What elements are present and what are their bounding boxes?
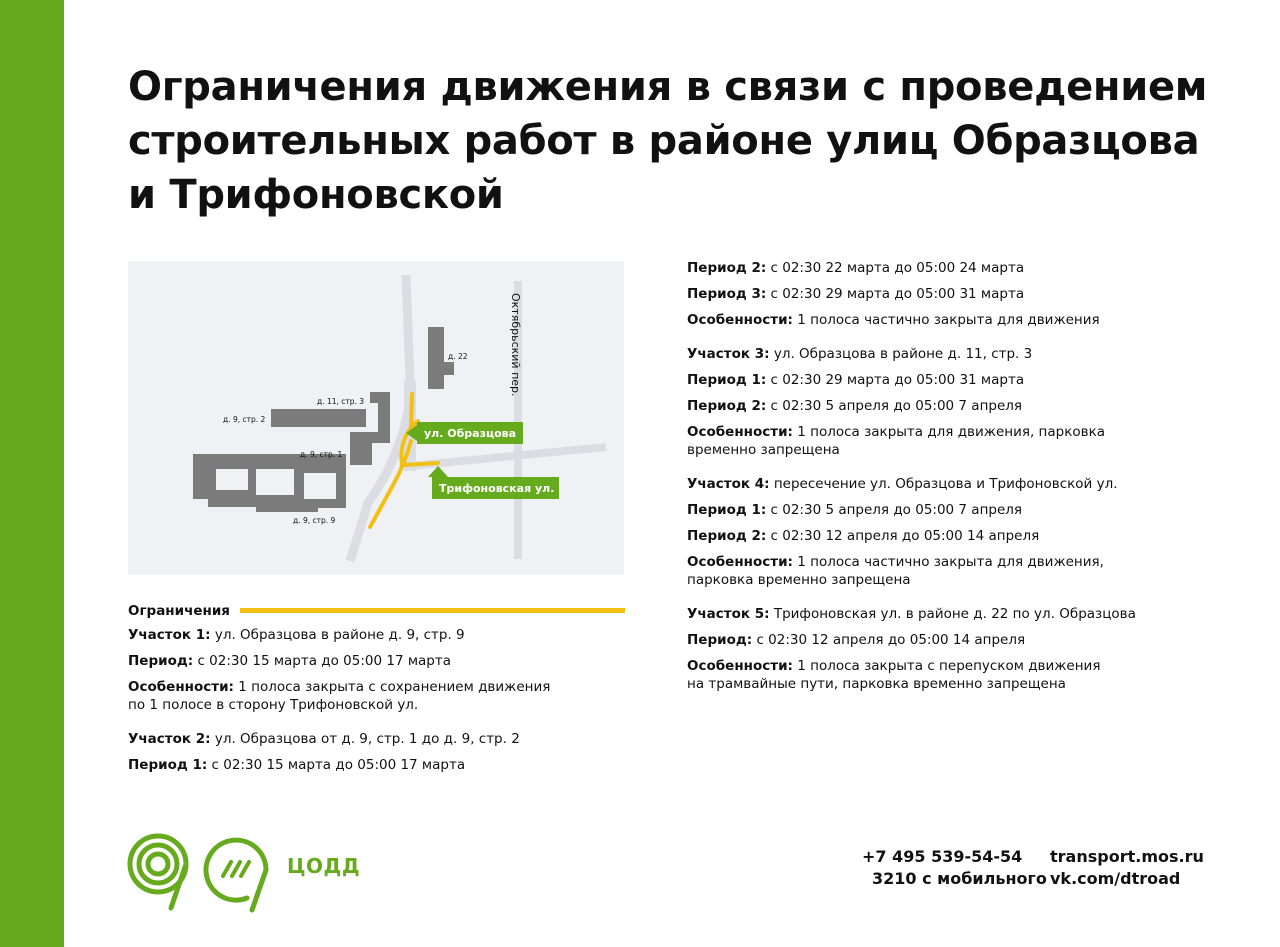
info-line: Участок 5: Трифоновская ул. в районе д. 22 по ул. Образцова: [687, 606, 1136, 622]
title-line: Ограничения движения в связи с проведением: [128, 64, 1208, 110]
area-map: [128, 261, 624, 575]
label-d11: д. 11, стр. 3: [317, 397, 365, 406]
courtyard: [266, 484, 276, 490]
info-line: Период: с 02:30 12 апреля до 05:00 14 апреля: [687, 632, 1026, 648]
tag-trifonovskaya: [428, 466, 559, 499]
restriction-segment-4: [404, 463, 438, 465]
site-link[interactable]: transport.mos.ru: [1050, 847, 1204, 866]
info-line: Период 2: с 02:30 22 марта до 05:00 24 марта: [687, 260, 1025, 276]
info-line: Период 1: с 02:30 15 марта до 05:00 17 марта: [128, 757, 466, 773]
label-d22: д. 22: [448, 352, 468, 361]
courtyard: [256, 469, 294, 495]
info-line: Участок 2: ул. Образцова от д. 9, стр. 1 до д. 9, стр. 2: [128, 731, 520, 747]
restrictions-label: Ограничения: [128, 603, 240, 619]
title-line: и Трифоновской: [128, 172, 504, 218]
phone-number: +7 495 539-54-54: [862, 847, 1023, 866]
info-line: Особенности: 1 полоса закрыта с сохранением движения по 1 полосе в сторону Трифоновской ул.: [128, 679, 551, 713]
codd-logo-icon: [206, 840, 266, 910]
mobile-number: 3210 с мобильного: [872, 869, 1047, 888]
building-d9s2: [271, 409, 366, 427]
info-line: Период: с 02:30 15 марта до 05:00 17 марта: [128, 653, 451, 669]
info-line: Период 3: с 02:30 29 марта до 05:00 31 марта: [687, 286, 1025, 302]
label-oktyabrsky: Октябрьский пер.: [509, 293, 522, 397]
info-line: Участок 4: пересечение ул. Образцова и Трифоновской ул.: [687, 476, 1118, 492]
tag-text: ул. Образцова: [424, 427, 517, 440]
info-line: Особенности: 1 полоса частично закрыта для движения: [687, 312, 1100, 328]
info-line: Период 2: с 02:30 5 апреля до 05:00 7 апреля: [687, 398, 1023, 414]
contacts-phone: [862, 846, 1047, 890]
label-d9s9: д. 9, стр. 9: [293, 516, 336, 525]
building-d9s1: [350, 432, 380, 465]
title-line: строительных работ в районе улиц Образцова: [128, 118, 1200, 164]
info-line: Период 2: с 02:30 12 апреля до 05:00 14 апреля: [687, 528, 1040, 544]
info-line: Особенности: 1 полоса частично закрыта для движения, парковка временно запрещена: [687, 554, 1104, 588]
tag-text: Трифоновская ул.: [439, 482, 555, 495]
info-line: Особенности: 1 полоса закрыта с перепуском движения на трамвайные пути, парковка временно запрещена: [687, 658, 1101, 692]
info-line: Участок 3: ул. Образцова в районе д. 11, стр. 3: [687, 346, 1033, 362]
info-line: Участок 1: ул. Образцова в районе д. 9, стр. 9: [128, 627, 465, 643]
courtyard: [304, 473, 336, 499]
courtyard: [216, 469, 248, 490]
info-line: Период 1: с 02:30 5 апреля до 05:00 7 апреля: [687, 502, 1023, 518]
tag-obraztsova: [406, 422, 523, 444]
page-title: [128, 60, 1228, 222]
brand-name: ЦОДД: [287, 854, 361, 878]
restrictions-legend: [128, 600, 625, 620]
road-obraztsova-north: [406, 275, 410, 381]
left-accent-bar: [0, 0, 64, 947]
moscow-transport-logo-icon: [130, 836, 186, 908]
contacts-web: [1050, 846, 1204, 890]
restriction-line-sample: [240, 608, 625, 613]
left-column: [128, 626, 598, 782]
right-column: [687, 259, 1207, 701]
info-line: Особенности: 1 полоса закрыта для движения, парковка временно запрещена: [687, 424, 1106, 458]
label-d9s1: д. 9, стр. 1: [300, 450, 343, 459]
info-line: Период 1: с 02:30 29 марта до 05:00 31 марта: [687, 372, 1025, 388]
vk-link[interactable]: vk.com/dtroad: [1050, 869, 1181, 888]
logo-group: [126, 832, 276, 918]
label-d9s2: д. 9, стр. 2: [223, 415, 266, 424]
